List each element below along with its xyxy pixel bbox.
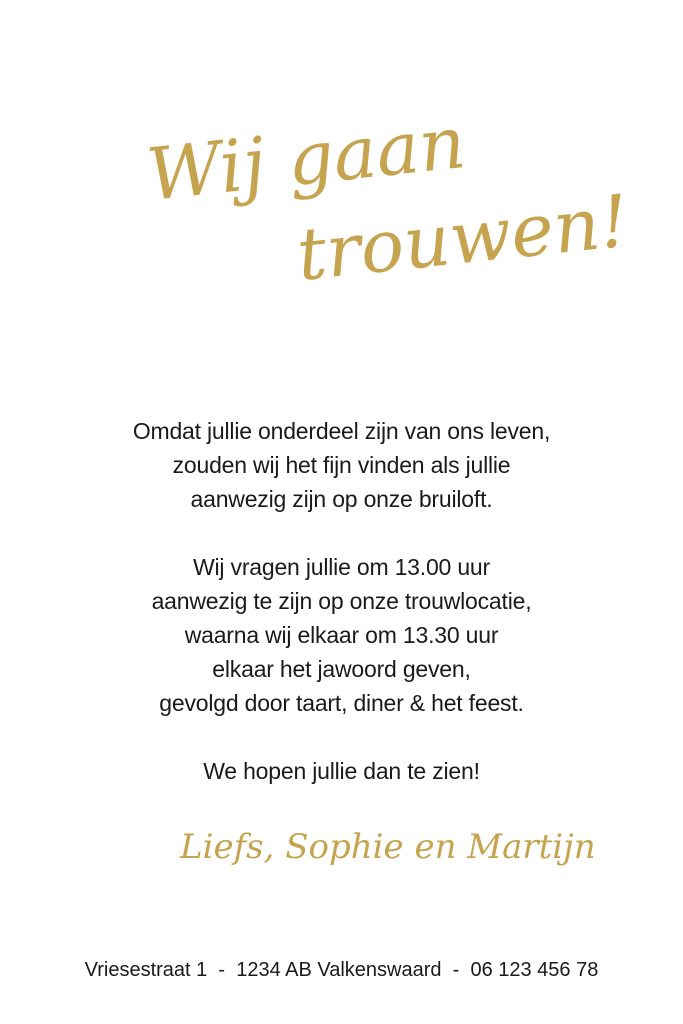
signature-script (170, 810, 596, 890)
headline (140, 99, 633, 320)
footer-phone: 06 123 456 78 (470, 959, 599, 981)
headline-script (140, 99, 633, 320)
paragraph-2-line: Wij vragen jullie om 13.00 uur (193, 554, 490, 580)
closing-line: We hopen jullie dan te zien! (203, 758, 480, 784)
paragraph-2-line: gevolgd door taart, diner & het feest. (159, 690, 524, 716)
footer-separator: - (452, 959, 460, 981)
paragraph-spacer (0, 720, 683, 754)
footer-separator: - (218, 959, 226, 981)
paragraph-2-line: waarna wij elkaar om 13.30 uur (184, 622, 499, 648)
paragraph-1-line: aanwezig zijn op onze bruiloft. (190, 486, 493, 512)
paragraph-spacer (0, 516, 683, 550)
invitation-text (0, 414, 683, 788)
paragraph-1-line: Omdat jullie onderdeel zijn van ons leven, (132, 418, 551, 444)
contact-footer (0, 955, 683, 985)
paragraph-2-line: elkaar het jawoord geven, (212, 656, 471, 682)
paragraph-1-line: zouden wij het fijn vinden als jullie (172, 452, 511, 478)
headline-line-2: trouwen! (292, 178, 633, 297)
headline-line-1: Wij gaan (142, 99, 470, 217)
footer-address: Vriesestraat 1 (84, 959, 208, 981)
paragraph-2-line: aanwezig te zijn op onze trouwlocatie, (151, 588, 532, 614)
signature (170, 810, 596, 890)
footer-postal: 1234 AB Valkenswaard (236, 959, 442, 981)
signature-text: Liefs, Sophie en Martijn (180, 827, 596, 867)
